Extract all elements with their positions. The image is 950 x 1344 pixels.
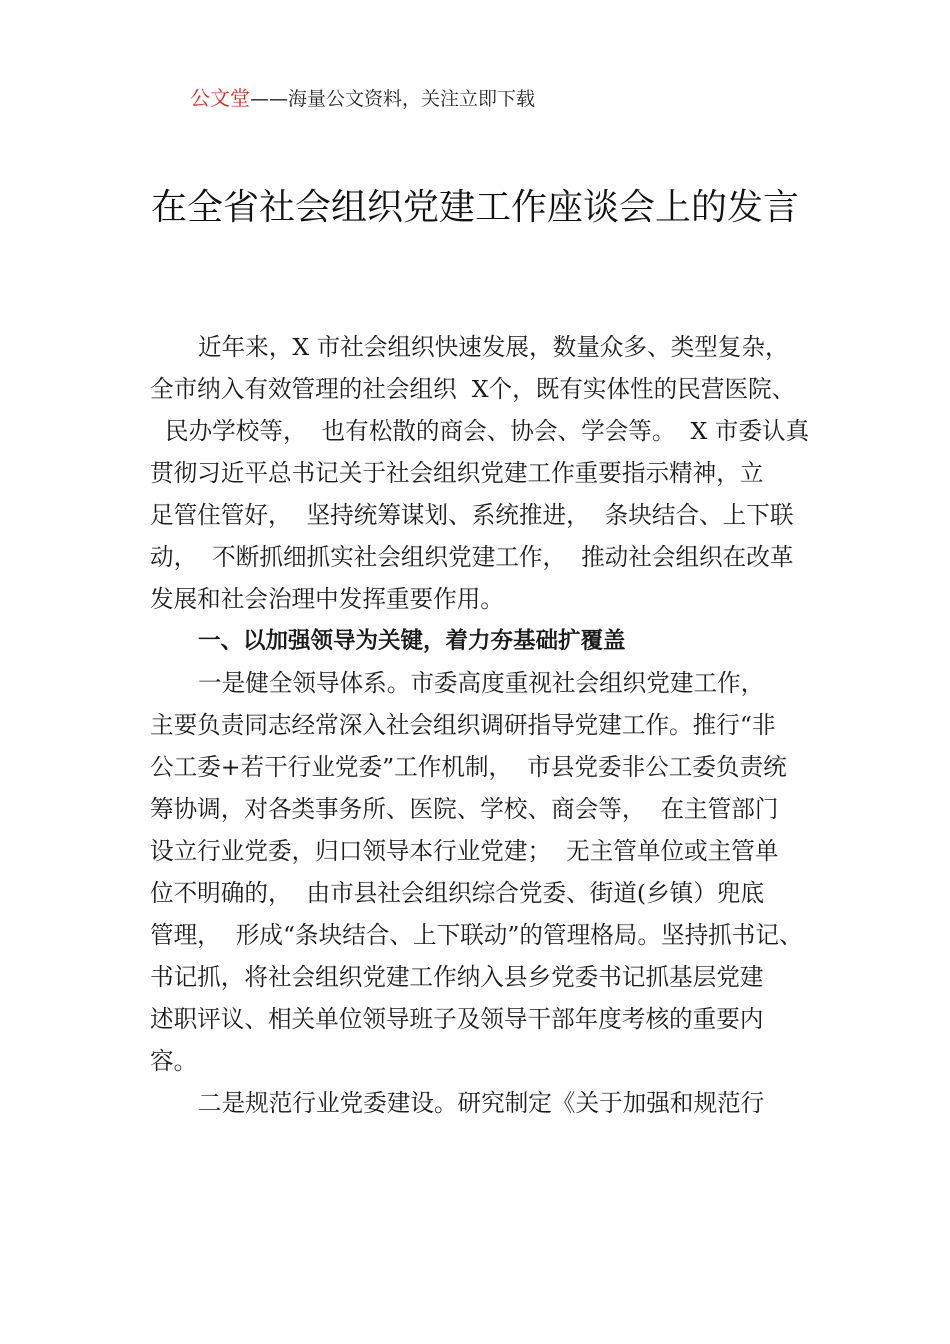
body-line: 位不明确的， 由市县社会组织综合党委、街道(乡镇）兜底 bbox=[150, 879, 765, 907]
section-heading: 一、以加强领导为关键，着力夯基础扩覆盖 bbox=[198, 628, 626, 654]
body-line: 全市纳入有效管理的社会组织 X个，既有实体性的民营医院、 bbox=[150, 375, 796, 403]
body-line: 筹协调，对各类事务所、医院、学校、商会等， 在主管部门 bbox=[150, 795, 779, 823]
document-title: 在全省社会组织党建工作座谈会上的发言 bbox=[150, 187, 799, 228]
body-line: 述职评议、相关单位领导班子及领导干部年度考核的重要内 bbox=[150, 1005, 764, 1033]
body-line: 主要负责同志经常深入社会组织调研指导党建工作。推行“非 bbox=[150, 711, 776, 739]
body-line: 近年来，X 市社会组织快速发展，数量众多、类型复杂， bbox=[198, 333, 789, 361]
body-line: 发展和社会治理中发挥重要作用。 bbox=[150, 585, 504, 613]
body-line: 动， 不断抓细抓实社会组织党建工作， 推动社会组织在改革 bbox=[150, 543, 794, 571]
body-line: 足管住管好， 坚持统筹谋划、系统推进， 条块结合、上下联 bbox=[150, 501, 794, 529]
body-line: 管理， 形成“条块结合、上下联动”的管理格局。坚持抓书记、 bbox=[150, 921, 803, 949]
body-line: 公工委+若干行业党委”工作机制， 市县党委非公工委负责统 bbox=[150, 753, 787, 781]
banner-slogan: ——海量公文资料，关注立即下载 bbox=[250, 88, 536, 110]
body-line: 二是规范行业党委建设。研究制定《关于加强和规范行 bbox=[198, 1089, 765, 1117]
body-line: 一是健全领导体系。市委高度重视社会组织党建工作， bbox=[198, 669, 765, 697]
body-line: 容。 bbox=[150, 1047, 198, 1075]
body-line: 民办学校等， 也有松散的商会、协会、学会等。 X 市委认真 bbox=[150, 417, 810, 445]
body-line: 设立行业党委，归口领导本行业党建； 无主管单位或主管单 bbox=[150, 837, 779, 865]
header-banner bbox=[190, 84, 535, 113]
brand-name: 公文堂 bbox=[190, 86, 250, 110]
body-line: 书记抓，将社会组织党建工作纳入县乡党委书记抓基层党建 bbox=[150, 963, 764, 991]
body-line: 贯彻习近平总书记关于社会组织党建工作重要指示精神，立 bbox=[150, 459, 764, 487]
document-body bbox=[150, 326, 810, 1124]
